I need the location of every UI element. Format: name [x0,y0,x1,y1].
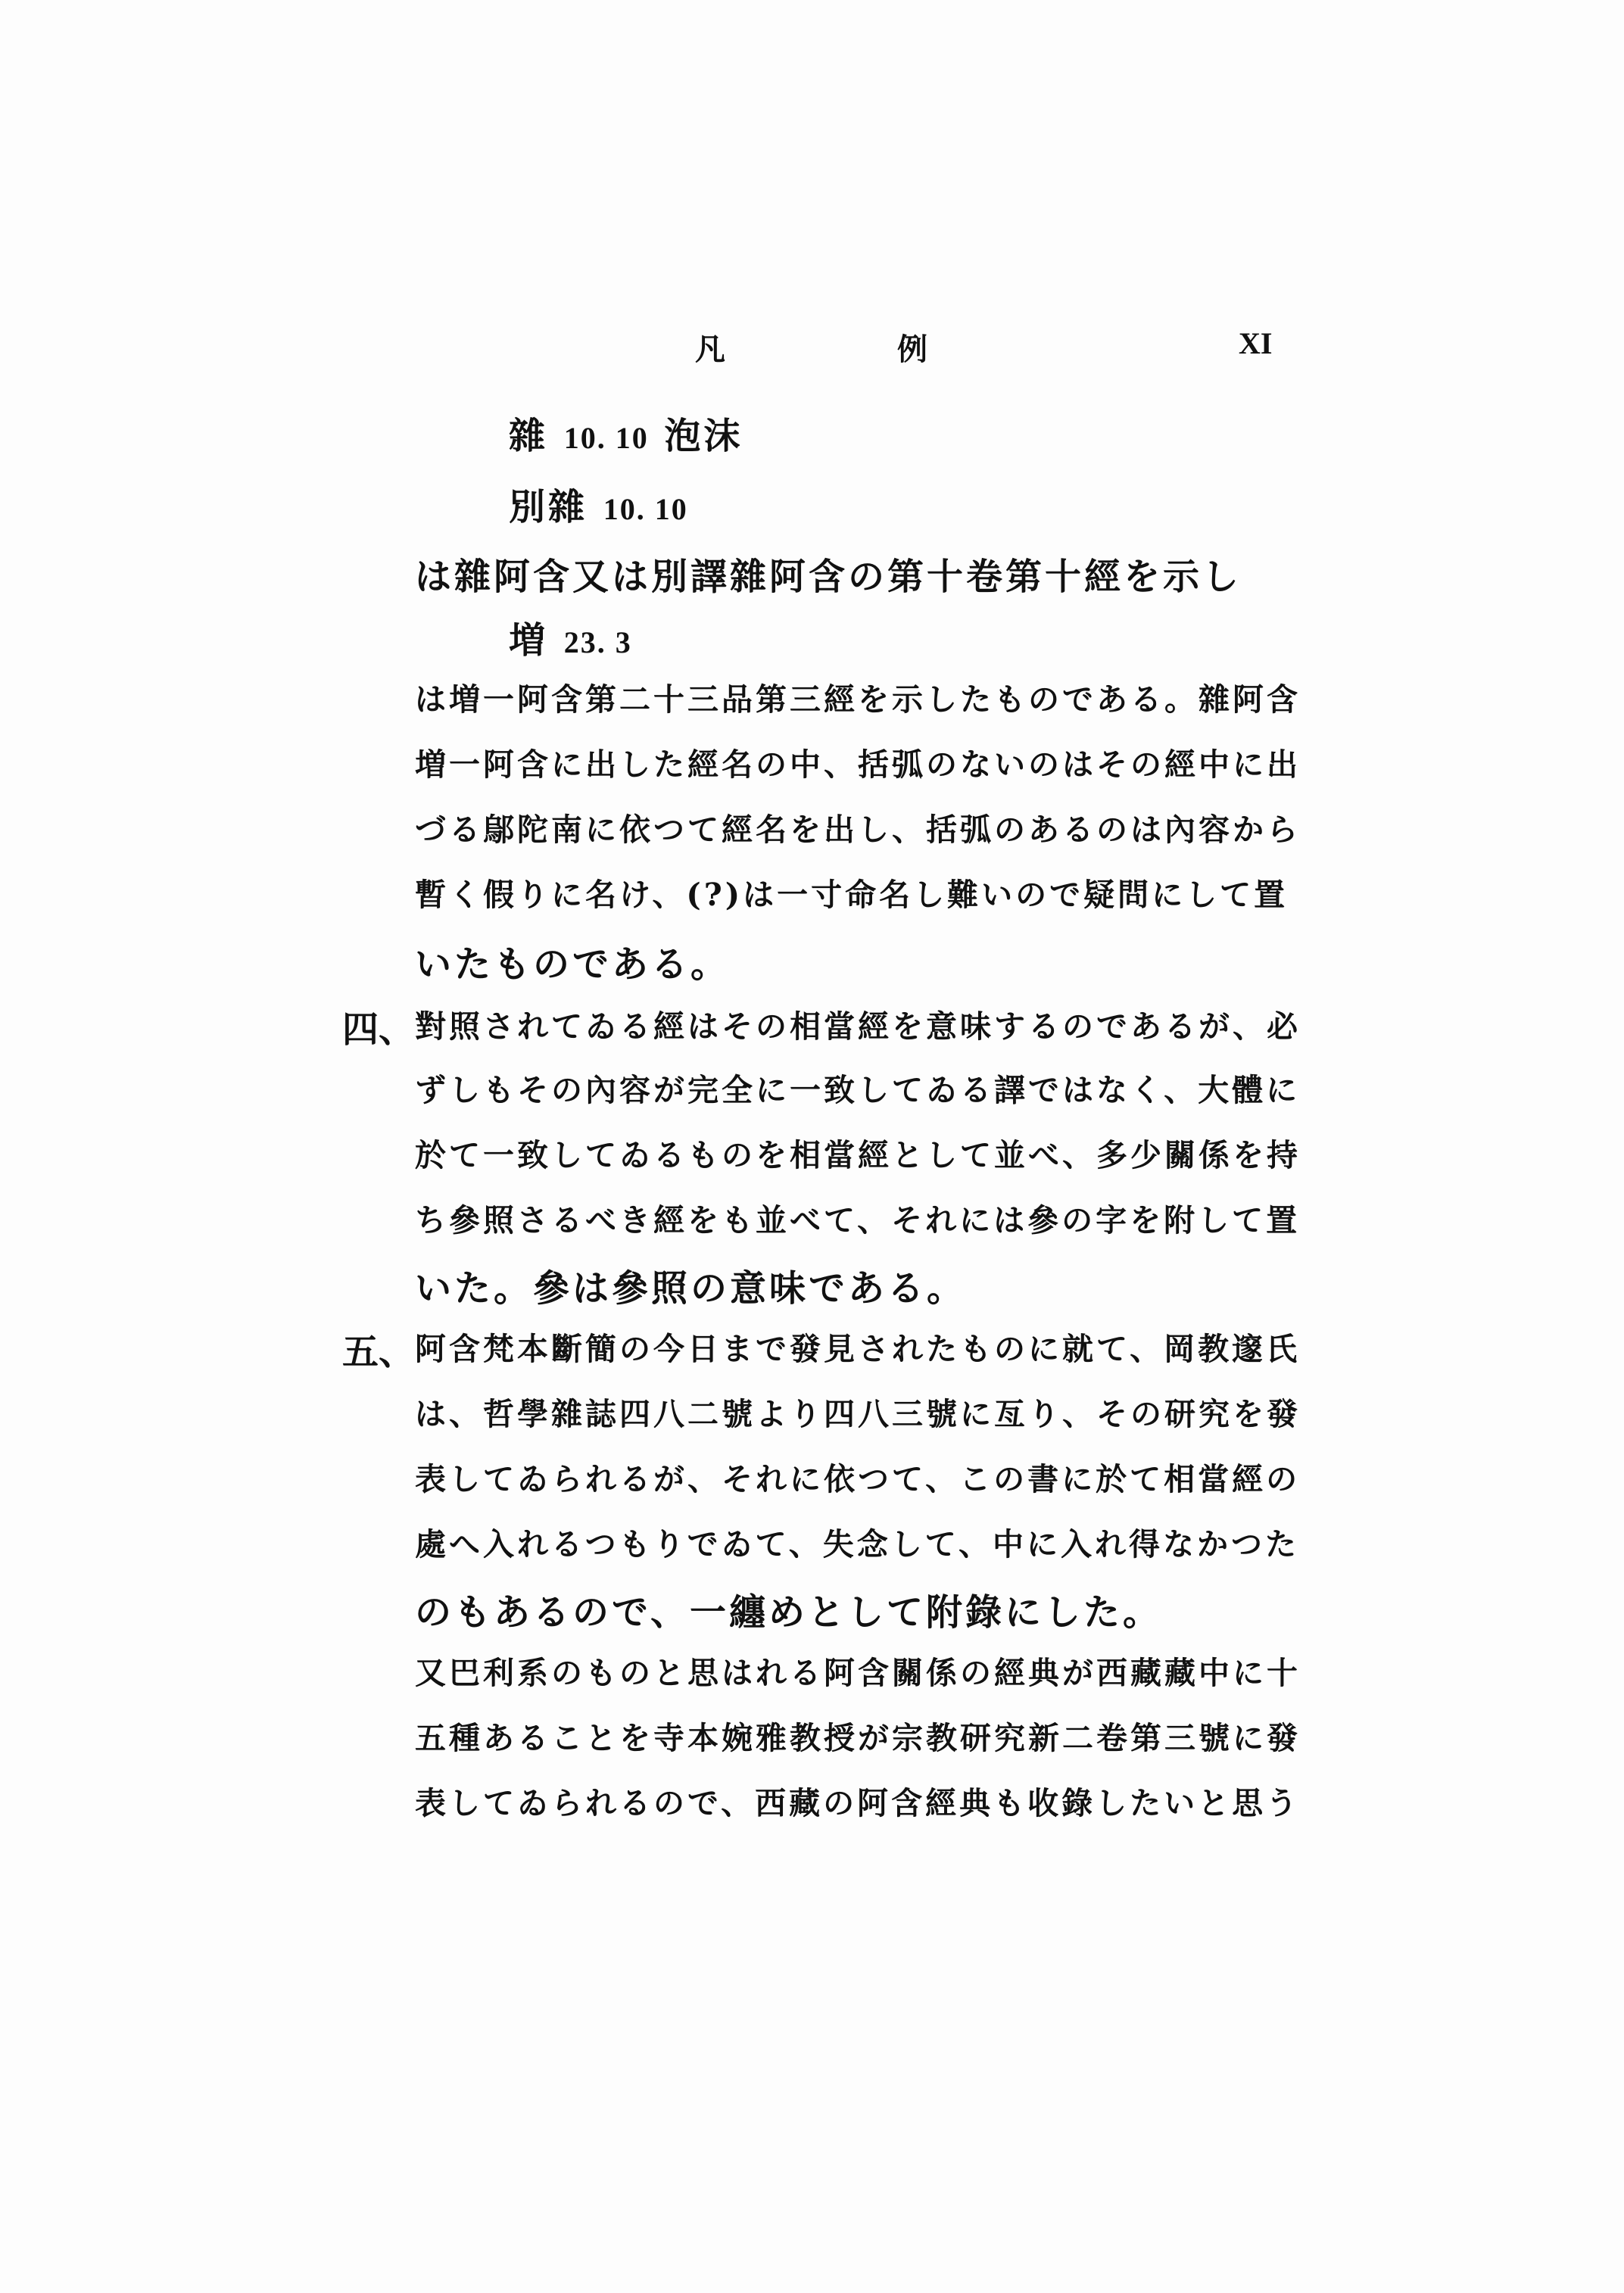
header-title-right: 例 [897,332,927,367]
reference-line-1 [509,415,743,457]
reference-line-2 [509,486,688,528]
running-header [0,326,1624,371]
item-4-line-3: 於て一致してゐるものを相當經として並べ、多少關係を持 [415,1137,1301,1173]
text-line-6: いたものである。 [415,943,731,986]
reference-2-prefix: 別雜 [509,486,588,528]
item-4-line-4: ち參照さるべき經をも並べて、それには參の字を附して置 [415,1202,1301,1238]
reference-1-suffix: 泡沫 [664,415,743,457]
reference-3-number: 23. 3 [563,625,632,659]
item-5-marker: 五、 [342,1331,416,1373]
header-title-left: 凡 [695,332,725,367]
item-5-line-3: 表してゐられるが、それに依つて、この書に於て相當經の [415,1461,1301,1497]
item-4-line-2: ずしもその內容が完全に一致してゐる譯ではなく、大體に [415,1072,1301,1108]
item-5-line-4: 處へ入れるつもりでゐて、失念して、中に入れ得なかつた [415,1526,1299,1562]
text-line-5: 暫く假りに名け、(?)は一寸命名し難いので疑問にして置 [415,877,1289,913]
item-5-line-2: は、哲學雜誌四八二號より四八三號に亙り、その研究を發 [415,1396,1301,1432]
page-number: XI [1239,326,1273,360]
reference-3-prefix: 増 [509,619,549,662]
reference-2-number: 10. 10 [603,492,688,526]
text-line-4: づる鄔陀南に依つて經名を出し、括弧のあるのは內容から [415,812,1301,848]
text-line-1: は雜阿含又は別譯雜阿含の第十卷第十經を示し [415,556,1242,598]
reference-line-3 [509,619,632,662]
reference-1-prefix: 雜 [509,415,549,457]
reference-1-number: 10. 10 [563,421,649,455]
item-4-marker: 四、 [342,1008,416,1051]
item-5-line-6: 又巴利系のものと思はれる阿含關係の經典が西藏藏中に十 [415,1655,1301,1691]
item-4-line-5: いた。參は參照の意味である。 [415,1267,967,1310]
text-line-3: 増一阿含に出した經名の中、括弧のないのはその經中に出 [415,746,1301,783]
item-4-line-1: 對照されてゐる經はその相當經を意味するのであるが、必 [415,1008,1301,1045]
item-5-line-1: 阿含梵本斷簡の今日まで發見されたものに就て、岡教邃氏 [415,1331,1301,1367]
item-5-line-7: 五種あることを寺本婉雅教授が宗教研究新二卷第三號に發 [415,1720,1301,1756]
item-5-line-8: 表してゐられるので、西藏の阿含經典も收錄したいと思う [415,1785,1301,1821]
text-line-2: は増一阿含第二十三品第三經を示したものである。雜阿含 [415,681,1301,718]
item-5-line-5: のもあるので、一纏めとして附錄にした。 [415,1591,1163,1634]
